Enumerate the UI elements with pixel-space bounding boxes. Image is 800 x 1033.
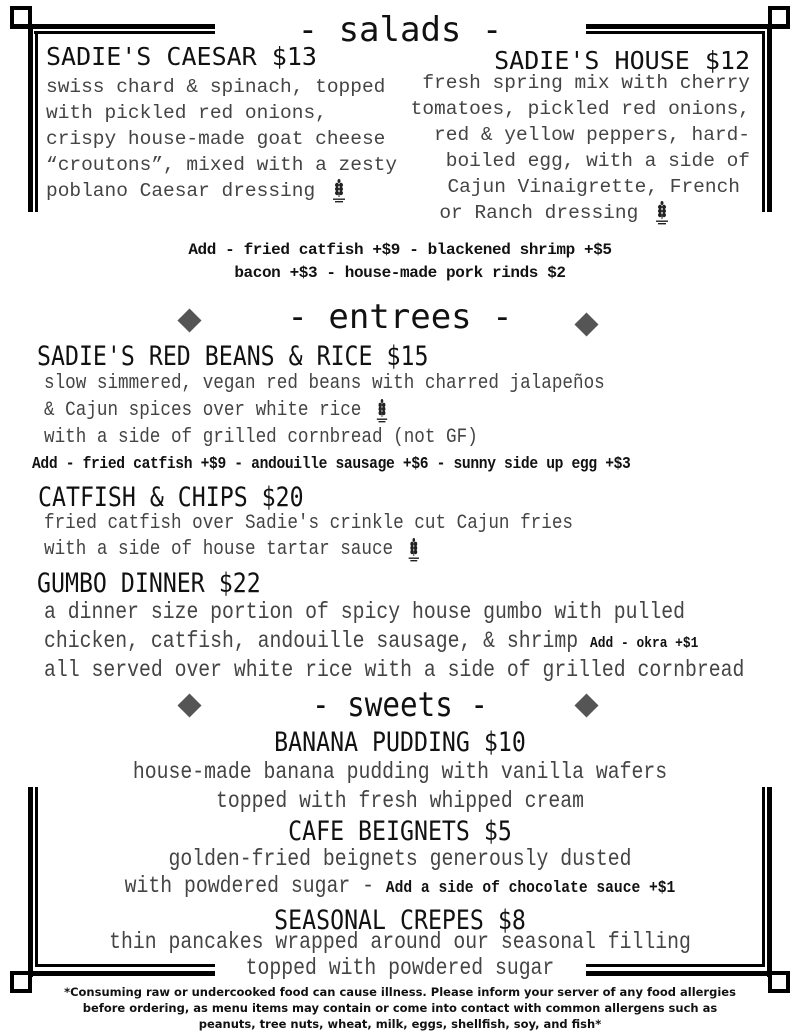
item-desc-line: fried catfish over Sadie's crinkle cut Cajun fries bbox=[44, 512, 573, 535]
frame-line bbox=[586, 31, 764, 34]
item-desc-text: & Cajun spices over white rice bbox=[44, 399, 362, 422]
item-title: GUMBO DINNER $22 bbox=[37, 568, 261, 599]
item-desc-line: with pickled red onions, bbox=[46, 102, 327, 124]
entrees-heading: - entrees - bbox=[287, 297, 513, 337]
gluten-free-icon bbox=[331, 178, 347, 204]
frame-line bbox=[586, 964, 765, 967]
item-desc-line bbox=[56, 872, 744, 903]
frame-line bbox=[586, 24, 790, 29]
item-desc-line: “croutons”, mixed with a zesty bbox=[46, 154, 398, 176]
gluten-free-icon bbox=[407, 537, 421, 563]
item-desc-text: with powdered sugar - bbox=[124, 873, 386, 899]
item-title: CAFE BEIGNETS $5 bbox=[288, 816, 512, 847]
item-desc-line: golden-fried beignets generously dusted bbox=[168, 846, 632, 872]
item-title: CATFISH & CHIPS $20 bbox=[38, 482, 304, 513]
frame-line bbox=[35, 31, 38, 212]
item-title: SEASONAL CREPES $8 bbox=[274, 905, 526, 936]
item-desc-line: topped with powdered sugar bbox=[245, 955, 555, 981]
item-desc-line: Cajun Vinaigrette, French bbox=[447, 176, 740, 198]
frame-line bbox=[10, 24, 215, 29]
frame-line bbox=[28, 787, 33, 977]
item-desc-text: poblano Caesar dressing bbox=[46, 180, 316, 202]
item-desc-line bbox=[44, 398, 389, 424]
frame-line bbox=[767, 787, 772, 977]
salads-addon-line: Add - fried catfish +$9 - blackened shrimp +$5 bbox=[188, 241, 612, 259]
item-desc-line: thin pancakes wrapped around our seasonal filling bbox=[109, 929, 691, 955]
frame-line bbox=[762, 787, 765, 967]
item-desc-line: tomatoes, pickled red onions, bbox=[410, 98, 750, 120]
item-title: SADIE'S RED BEANS & RICE $15 bbox=[37, 341, 429, 372]
item-desc-line: fresh spring mix with cherry bbox=[422, 72, 750, 94]
frame-line bbox=[35, 787, 38, 967]
frame-line bbox=[762, 31, 765, 212]
item-desc-line: swiss chard & spinach, topped bbox=[46, 76, 386, 98]
sweets-heading: - sweets - bbox=[311, 685, 489, 725]
item-desc-line: boiled egg, with a side of bbox=[445, 150, 750, 172]
diamond-icon bbox=[574, 312, 598, 336]
gluten-free-icon bbox=[654, 200, 670, 226]
gluten-free-icon bbox=[375, 398, 389, 424]
item-desc-line: topped with fresh whipped cream bbox=[216, 788, 584, 814]
item-title: BANANA PUDDING $10 bbox=[274, 727, 526, 758]
item-inline-addon: Add a side of chocolate sauce +$1 bbox=[385, 879, 676, 898]
item-desc-line: with a side of grilled cornbread (not GF) bbox=[44, 426, 478, 449]
disclaimer-line: before ordering, as menu items may contain or come into contact with common allergens such as bbox=[82, 1001, 718, 1015]
disclaimer-line: peanuts, tree nuts, wheat, milk, eggs, shellfish, soy, and fish* bbox=[198, 1017, 602, 1031]
item-desc-line bbox=[46, 178, 347, 204]
frame-line bbox=[35, 964, 215, 967]
salads-heading: - salads - bbox=[297, 10, 503, 50]
item-desc-line bbox=[44, 537, 421, 563]
allergy-disclaimer bbox=[0, 984, 800, 1032]
diamond-icon bbox=[177, 308, 201, 332]
diamond-icon bbox=[177, 693, 201, 717]
frame-line bbox=[586, 971, 790, 976]
item-inline-addon: Add - okra +$1 bbox=[590, 635, 699, 652]
item-desc-line: red & yellow peppers, hard- bbox=[434, 124, 750, 146]
diamond-icon bbox=[574, 693, 598, 717]
frame-line bbox=[28, 24, 33, 212]
frame-line bbox=[34, 31, 215, 34]
item-desc-text: or Ranch dressing bbox=[439, 202, 639, 224]
salads-addon-line: bacon +$3 - house-made pork rinds $2 bbox=[234, 264, 566, 282]
item-desc-line bbox=[44, 628, 698, 657]
item-desc-line: crispy house-made goat cheese bbox=[46, 128, 386, 150]
frame-line bbox=[10, 971, 215, 976]
item-desc-line: house-made banana pudding with vanilla wafers bbox=[132, 759, 668, 785]
frame-line bbox=[767, 24, 772, 212]
item-title: SADIE'S CAESAR $13 bbox=[46, 42, 317, 71]
disclaimer-line: *Consuming raw or undercooked food can cause illness. Please inform your server of any food allergies bbox=[64, 985, 736, 999]
item-desc-line: all served over white rice with a side of grilled cornbread bbox=[44, 657, 745, 683]
item-desc-text: chicken, catfish, andouille sausage, & shrimp bbox=[44, 628, 579, 654]
item-addon-line: Add - fried catfish +$9 - andouille sausage +$6 - sunny side up egg +$3 bbox=[32, 455, 631, 474]
item-title: SADIE'S HOUSE $12 bbox=[494, 46, 750, 75]
item-desc-line: a dinner size portion of spicy house gumbo with pulled bbox=[44, 599, 685, 625]
item-desc-line: slow simmered, vegan red beans with charred jalapeños bbox=[44, 372, 605, 395]
item-desc-text: with a side of house tartar sauce bbox=[44, 538, 394, 561]
item-desc-line bbox=[439, 200, 670, 226]
